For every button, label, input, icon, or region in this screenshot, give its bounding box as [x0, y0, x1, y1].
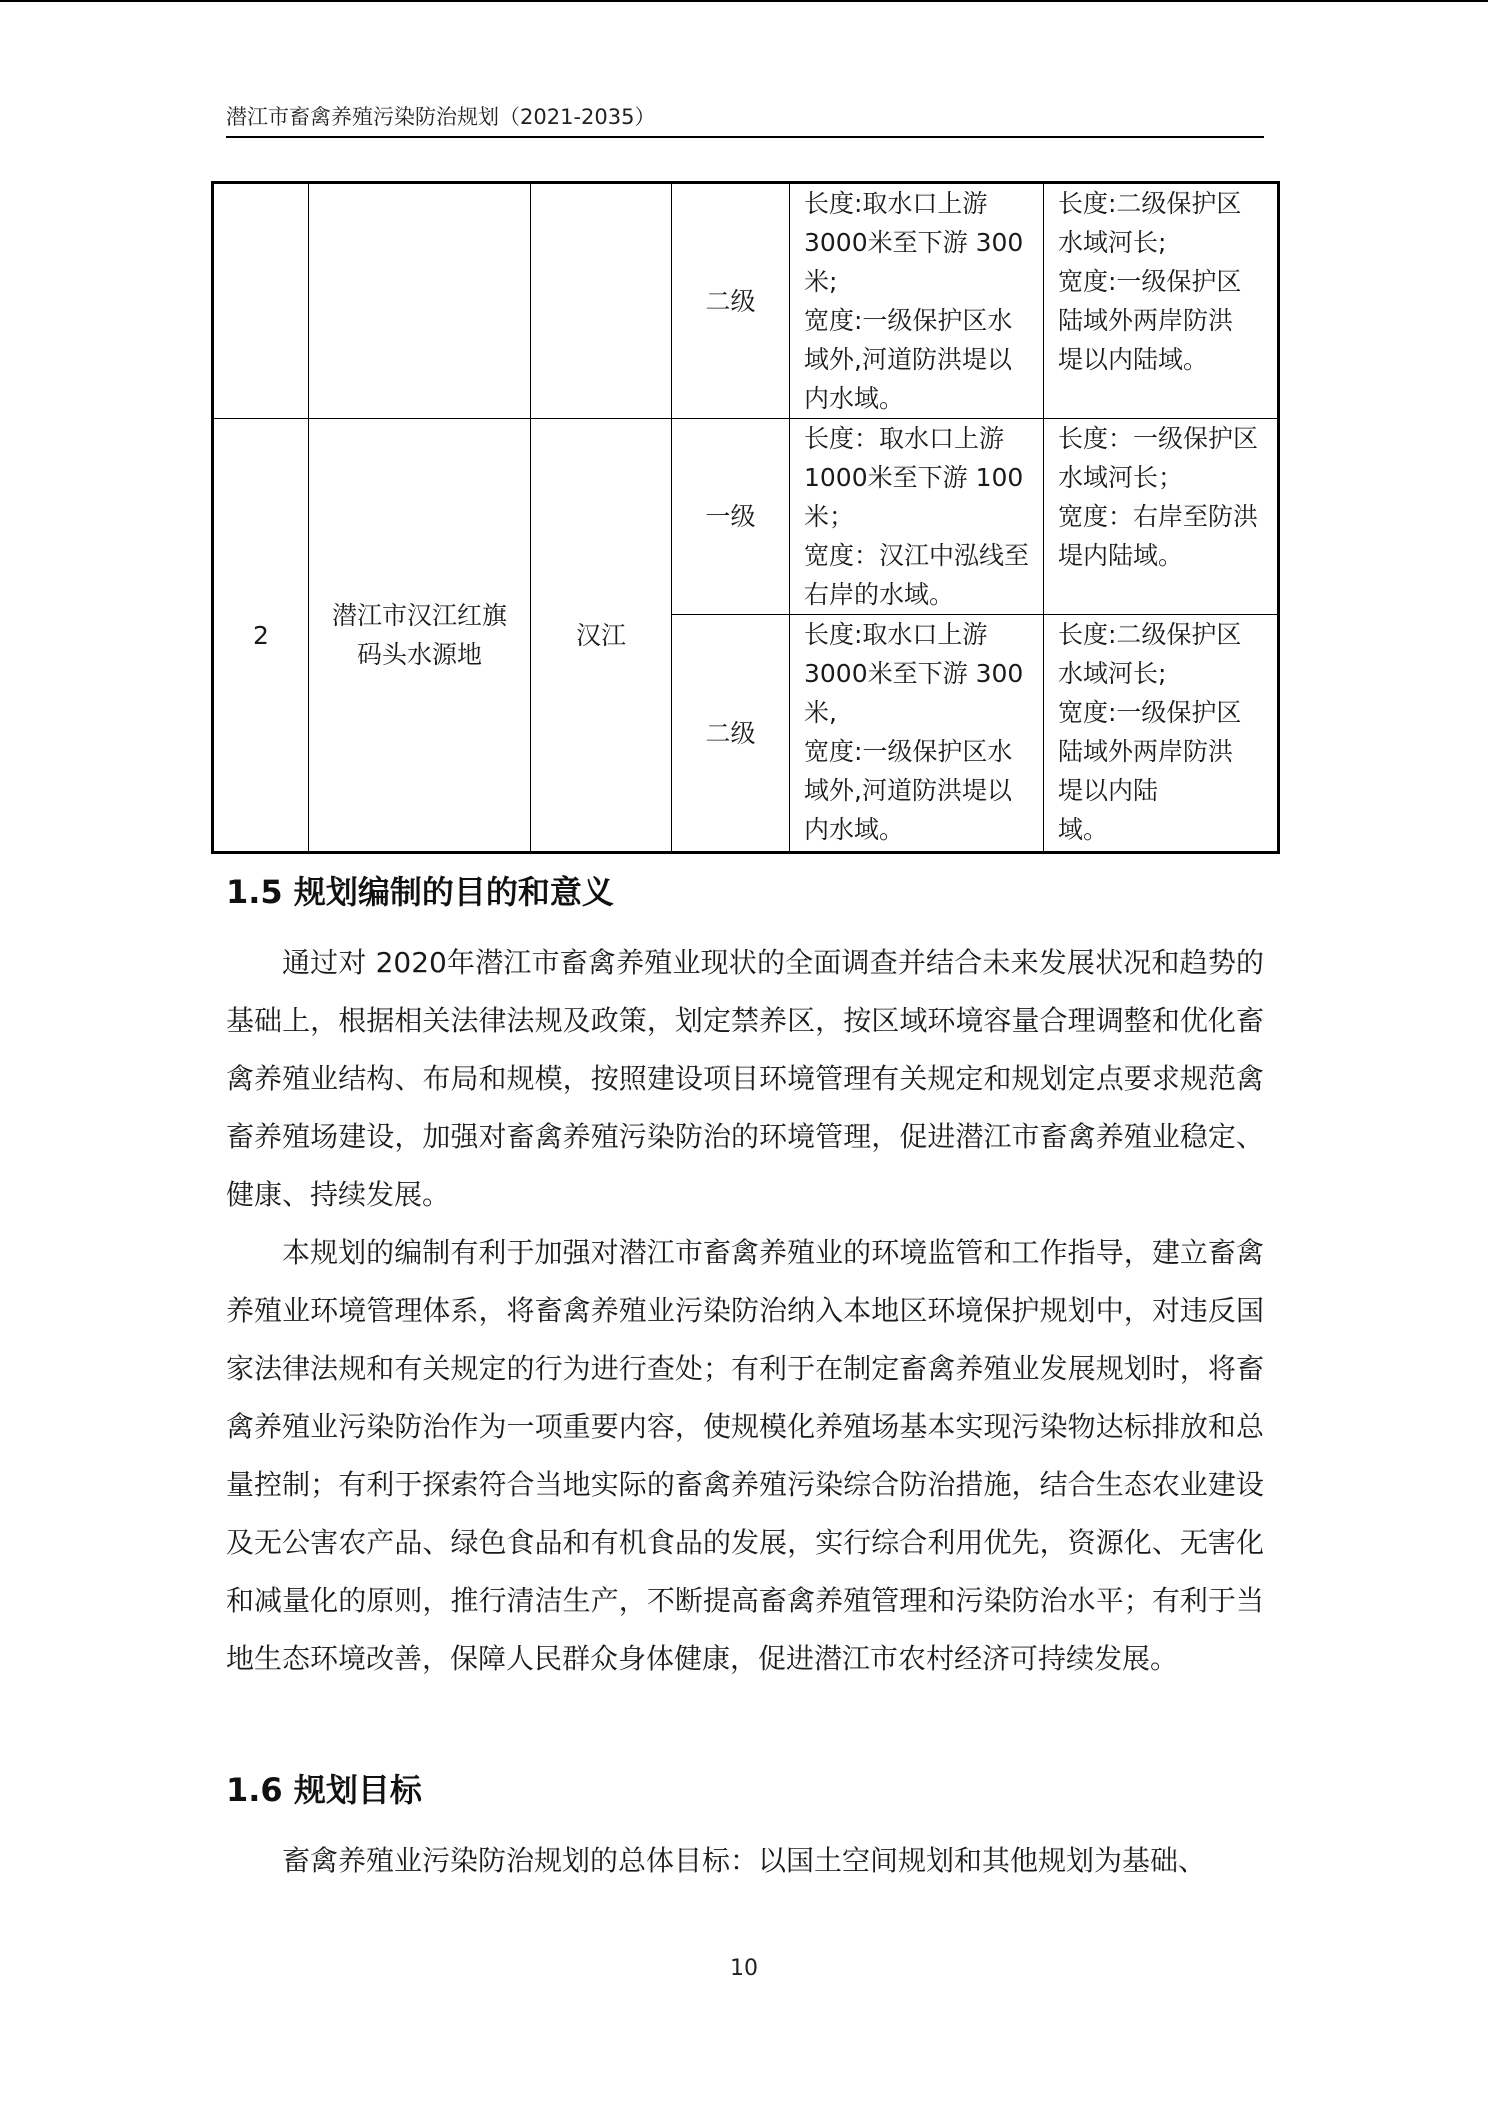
land-area-range-cell: [1044, 183, 1279, 419]
section-body-1-5: [226, 934, 1264, 1688]
table-row: [213, 419, 1279, 615]
text-line: 域外,河道防洪堤以: [804, 345, 1012, 374]
header-rule: [226, 136, 1264, 138]
water-area-range-cell: [790, 419, 1044, 615]
paragraph: 通过对 2020年潜江市畜禽养殖业现状的全面调查并结合未来发展状况和趋势的基础上，根据相关法律法规及政策，划定禁养区，按区域环境容量合理调整和优化畜禽养殖业结构、布局和规模，按照建设项目环境管理有关规定和规划定点要求规范禽畜养殖场建设，加强对畜禽养殖污染防治的环境管理，促进潜江市畜禽养殖业稳定、健康、持续发展。: [226, 946, 1264, 1211]
text-line: 陆域外两岸防洪: [1058, 737, 1234, 766]
text-line: 宽度:一级保护区水: [804, 737, 1013, 766]
text-line: 米,: [804, 698, 837, 727]
text-line: 右岸的水域。: [804, 580, 955, 609]
land-area-range-cell: [1044, 419, 1279, 615]
text-line: 水域河长；: [1058, 463, 1184, 492]
protection-level-cell: 一级: [672, 419, 790, 615]
text-line: 长度：一级保护区: [1058, 424, 1259, 453]
table-row: [213, 183, 1279, 419]
source-name-cell: [309, 183, 531, 419]
section-heading-1-5: 1.5 规划编制的目的和意义: [226, 873, 614, 911]
source-name-cell: 潜江市汉江红旗码头水源地: [309, 419, 531, 853]
paragraph: 本规划的编制有利于加强对潜江市畜禽养殖业的环境监管和工作指导，建立畜禽养殖业环境管理体系，将畜禽养殖业污染防治纳入本地区环境保护规划中，对违反国家法律法规和有关规定的行为进行查处；有利于在制定畜禽养殖业发展规划时，将畜禽养殖业污染防治作为一项重要内容，使规模化养殖场基本实现污染物达标排放和总量控制；有利于探索符合当地实际的畜禽养殖污染综合防治措施，结合生态农业建设及无公害农产品、绿色食品和有机食品的发展，实行综合利用优先，资源化、无害化和减量化的原则，推行清洁生产，不断提高畜禽养殖管理和污染防治水平；有利于当地生态环境改善，保障人民群众身体健康，促进潜江市农村经济可持续发展。: [226, 1236, 1264, 1675]
text-line: 水域河长;: [1058, 659, 1167, 688]
text-line: 堤内陆域。: [1058, 541, 1184, 570]
water-area-range-cell: [790, 615, 1044, 853]
text-line: 堤以内陆: [1058, 776, 1159, 805]
protection-level-cell: 二级: [672, 183, 790, 419]
section-heading-1-6: 1.6 规划目标: [226, 1771, 422, 1809]
text-line: 域外,河道防洪堤以: [804, 776, 1012, 805]
text-line: 1000米至下游 100: [804, 463, 1024, 492]
text-line: 水域河长;: [1058, 228, 1167, 257]
text-line: 宽度:一级保护区: [1058, 267, 1242, 296]
text-line: 宽度：右岸至防洪: [1058, 502, 1259, 531]
text-line: 宽度：汉江中泓线至: [804, 541, 1030, 570]
text-line: 长度:取水口上游: [804, 620, 988, 649]
text-line: 内水域。: [804, 384, 905, 413]
text-line: 3000米至下游 300: [804, 228, 1024, 257]
text-line: 域。: [1058, 815, 1109, 844]
text-line: 3000米至下游 300: [804, 659, 1024, 688]
text-line: 内水域。: [804, 815, 905, 844]
row-index-cell: 2: [213, 419, 309, 853]
paragraph: 畜禽养殖业污染防治规划的总体目标：以国土空间规划和其他规划为基础、: [282, 1844, 1207, 1877]
text-line: 长度:取水口上游: [804, 189, 988, 218]
river-cell: [531, 183, 672, 419]
water-area-range-cell: [790, 183, 1044, 419]
text-line: 长度:二级保护区: [1058, 620, 1242, 649]
protection-level-cell: 二级: [672, 615, 790, 853]
text-line: 长度:二级保护区: [1058, 189, 1242, 218]
land-area-range-cell: [1044, 615, 1279, 853]
running-header: 潜江市畜禽养殖污染防治规划（2021-2035）: [226, 105, 656, 129]
page-top-border: [0, 0, 1488, 2]
section-body-1-6: [226, 1832, 1264, 1890]
text-line: 堤以内陆域。: [1058, 345, 1209, 374]
text-line: 米；: [804, 502, 855, 531]
text-line: 宽度:一级保护区水: [804, 306, 1013, 335]
water-source-protection-table: [211, 181, 1280, 854]
text-line: 陆域外两岸防洪: [1058, 306, 1234, 335]
row-index-cell: [213, 183, 309, 419]
river-cell: 汉江: [531, 419, 672, 853]
text-line: 米;: [804, 267, 838, 296]
text-line: 长度：取水口上游: [804, 424, 1005, 453]
text-line: 宽度:一级保护区: [1058, 698, 1242, 727]
page-number: 10: [730, 1956, 758, 1981]
